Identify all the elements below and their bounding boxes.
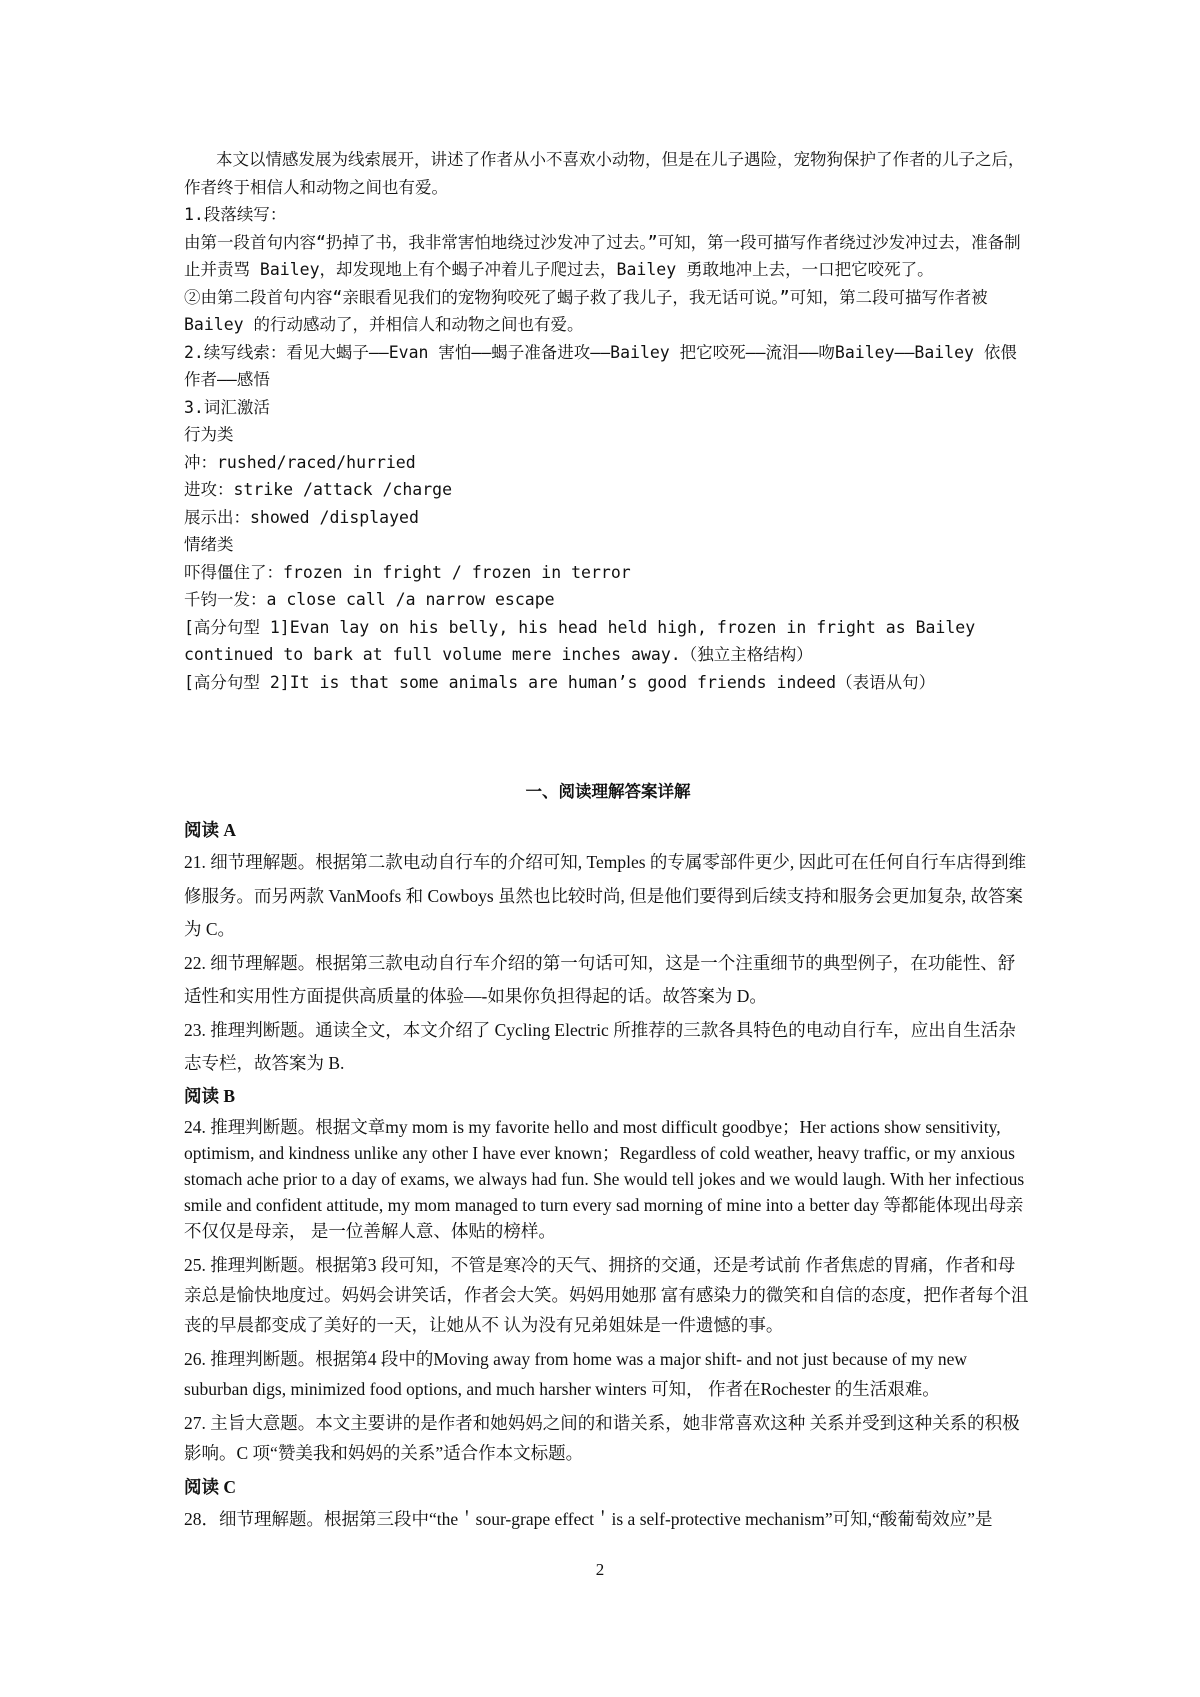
subheading-reading-b: 阅读 B: [184, 1085, 236, 1106]
answer-22: 22. 细节理解题。根据第三款电动自行车介绍的第一句话可知，这是一个注重细节的典型例子，在功能性、舒适性和实用性方面提供高质量的体验—-如果你负担得起的话。故答案为 D。: [184, 952, 1016, 1006]
guide-item-2: 2.续写线索：看见大蝎子——Evan 害怕——蝎子准备进攻——Bailey 把它咬死——流泪——吻Bailey——Bailey 依偎作者——感悟: [184, 342, 1017, 389]
vocab-line: 千钧一发：a close call /a narrow escape: [184, 590, 555, 609]
sentence-pattern-1: [高分句型 1]Evan lay on his belly, his head held high, frozen in fright as Bailey continued to bark at full volume mere inches away.（独立主格结构）: [184, 617, 976, 664]
summary-paragraph: 本文以情感发展为线索展开，讲述了作者从小不喜欢小动物，但是在儿子遇险，宠物狗保护了作者的儿子之后，作者终于相信人和动物之间也有爱。: [184, 150, 1025, 197]
guide-item-3-title: 3.词汇激活: [184, 397, 270, 417]
vocab-line: 吓得僵住了：frozen in fright / frozen in terror: [184, 562, 631, 582]
guide-item-1-title: 1.段落续写：: [184, 205, 287, 224]
vocab-line: 展示出：showed /displayed: [184, 507, 419, 527]
guide-item-1-text: 由第一段首句内容“扔掉了书，我非常害怕地绕过沙发冲了过去。”可知，第一段可描写作者绕过沙发冲过去，准备制止并责骂 Bailey，却发现地上有个蝎子冲着儿子爬过去，Bailey 勇敢地冲上去，一口把它咬死了。: [184, 232, 1021, 279]
answer-25: 25. 推理判断题。根据第3 段可知，不管是寒冷的天气、拥挤的交通，还是考试前 作者焦虑的胃痛，作者和母亲总是愉快地度过。妈妈会讲笑话，作者会大笑。妈妈用她那 富有感染力的微笑和自信的态度，把作者每个沮丧的早晨都变成了美好的一天，让她从不 认为没有兄弟姐妹是一件遗憾的事。: [184, 1254, 1029, 1335]
sentence-pattern-2: [高分句型 2]It is that some animals are human’s good friends indeed（表语从句）: [184, 672, 936, 692]
answer-27: 27. 主旨大意题。本文主要讲的是作者和她妈妈之间的和谐关系，她非常喜欢这种 关系并受到这种关系的积极影响。C 项“赞美我和妈妈的关系”适合作本文标题。: [184, 1412, 1020, 1463]
answer-26: 26. 推理判断题。根据第4 段中的Moving away from home was a major shift- and not just because of my new suburban digs, minimized food options, and much harsher winters 可知， 作者在Rochester 的生活艰难。: [184, 1348, 967, 1399]
guide-item-1-text-2: ②由第二段首句内容“亲眼看见我们的宠物狗咬死了蝎子救了我儿子，我无话可说。”可知，第二段可描写作者被 Bailey 的行动感动了，并相信人和动物之间也有爱。: [184, 287, 988, 334]
writing-guide-section: [184, 146, 1032, 696]
answer-28: 28．细节理解题。根据第三段中“the＇sour-grape effect＇is a self-protective mechanism”可知,“酸葡萄效应”是: [184, 1508, 993, 1529]
section-heading: 一、阅读理解答案详解: [525, 782, 691, 801]
subheading-reading-a: 阅读 A: [184, 820, 237, 840]
answer-23: 23. 推理判断题。通读全文，本文介绍了 Cycling Electric 所推荐的三款各具特色的电动自行车，应出自生活杂志专栏，故答案为 B.: [184, 1019, 1016, 1073]
page-number: 2: [595, 1560, 605, 1579]
answer-explanations-section: [184, 815, 1032, 1536]
answer-24: 24. 推理判断题。根据文章my mom is my favorite hello and most difficult goodbye；Her actions show sensitivity, optimism, and kindness unlike any other I have ever known；Regardless of cold weather, heavy traffic, or my anxious stomach ache prior to a day of exams, we always had fun. She would tell jokes and we would laugh. With her infectious smile and confident attitude, my mom managed to turn every sad morning of mine into a better day 等都能体现出母亲不仅仅是母亲， 是一位善解人意、体贴的榜样。: [184, 1116, 1025, 1241]
vocab-line: 进攻：strike /attack /charge: [184, 480, 453, 499]
vocab-line: 冲：rushed/raced/hurried: [184, 452, 416, 472]
answer-21: 21. 细节理解题。根据第二款电动自行车的介绍可知, Temples 的专属零部件更少, 因此可在任何自行车店得到维修服务。而另两款 VanMoofs 和 Cowboys 虽然也比较时尚, 但是他们要得到后续支持和服务会更加复杂, 故答案为 C。: [184, 852, 1027, 939]
subheading-reading-c: 阅读 C: [184, 1476, 237, 1497]
category-emotion: 情绪类: [184, 535, 234, 554]
category-action: 行为类: [184, 425, 234, 444]
